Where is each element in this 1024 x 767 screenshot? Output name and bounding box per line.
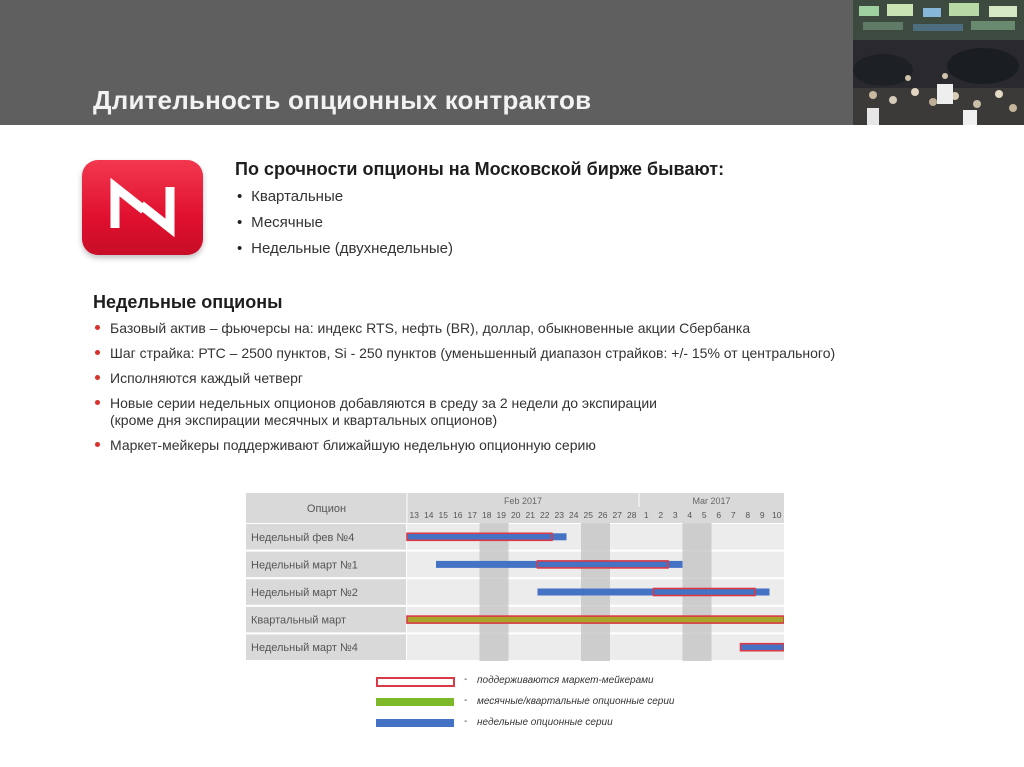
chart-day-label: 17: [467, 510, 477, 520]
chart-day-label: 22: [540, 510, 550, 520]
list-item: [93, 395, 973, 429]
bullet-icon: [95, 375, 100, 380]
legend-text: поддерживаются маркет-мейкерами: [477, 675, 654, 686]
chart-legend: [376, 674, 736, 737]
chart-bar-quarterly-series: [407, 616, 784, 623]
list-item-text: Новые серии недельных опционов добавляются в среду за 2 недели до экспирации: [110, 395, 657, 411]
chart-day-label: 21: [525, 510, 535, 520]
chart-day-label: 9: [759, 510, 765, 520]
chart-day-label: 6: [716, 510, 722, 520]
chart-day-label: 19: [496, 510, 506, 520]
list-item: [237, 239, 453, 265]
list-item-text: Базовый актив – фьючерсы на: индекс RTS, нефть (BR), доллар, обыкновенные акции Сбербанка: [110, 320, 751, 336]
chart-row-label: Недельный фев №4: [251, 531, 355, 544]
list-item-text: Маркет-мейкеры поддерживают ближайшую недельную опционную серию: [110, 437, 596, 453]
list-item-text: Исполняются каждый четверг: [110, 370, 304, 386]
chart-day-label: 14: [424, 510, 434, 520]
bullet-icon: •: [237, 240, 243, 257]
bullet-icon: •: [237, 188, 243, 205]
chart-day-label: 8: [745, 510, 751, 520]
slide-title: Длительность опционных контрактов: [93, 85, 592, 115]
list-item-text: Месячные: [251, 214, 324, 231]
legend-text: месячные/квартальные опционные серии: [477, 696, 675, 707]
list-item: [93, 370, 973, 387]
chart-day-label: 20: [511, 510, 521, 520]
bullet-icon: •: [237, 214, 243, 231]
chart-day-label: 27: [612, 510, 622, 520]
chart-day-label: 18: [482, 510, 492, 520]
chart-day-label: 3: [672, 510, 678, 520]
chart-day-label: 7: [730, 510, 736, 520]
chart-month-label: Mar 2017: [692, 496, 731, 506]
chart-day-label: 23: [554, 510, 564, 520]
chart-day-label: 13: [409, 510, 419, 520]
list-item: [237, 213, 453, 239]
chart-row-label: Квартальный март: [251, 614, 347, 627]
bullet-icon: [95, 325, 100, 330]
legend-item-quarterly: [376, 695, 736, 716]
list-item: [237, 187, 453, 213]
intro-list: [237, 187, 453, 265]
chart-day-label: 1: [643, 510, 649, 520]
list-item-text: Квартальные: [251, 188, 344, 205]
list-item: [93, 437, 973, 454]
chart-bar-weekly-series: [741, 644, 785, 651]
list-item-text: Недельные (двухнедельные): [251, 240, 454, 257]
chart-bar-weekly-series: [436, 561, 683, 568]
legend-swatch-blue: [376, 719, 454, 727]
chart-day-label: 4: [687, 510, 693, 520]
legend-dash: -: [464, 674, 468, 685]
chart-row-label: Недельный март №2: [251, 587, 358, 599]
bullet-icon: [95, 350, 100, 355]
chart-weekend-band: [494, 523, 509, 661]
chart-day-label: 24: [569, 510, 579, 520]
intro-heading: По срочности опционы на Московской бирже бывают:: [235, 159, 725, 179]
legend-dash: -: [464, 695, 468, 706]
list-item-text: Шаг страйка: РТС – 2500 пунктов, Si - 250 пунктов (уменьшенный диапазон страйков: +/- 15% от центрального): [110, 345, 836, 361]
chart-day-label: 10: [772, 510, 782, 520]
chart-day-label: 5: [701, 510, 707, 520]
legend-item-market-maker: [376, 674, 736, 695]
chart-row-label: Недельный март №1: [251, 559, 358, 572]
chart-day-label: 25: [583, 510, 593, 520]
legend-item-weekly: [376, 716, 736, 737]
chart-month-label: Feb 2017: [503, 496, 543, 506]
list-item: [93, 345, 973, 362]
weekly-list: [93, 320, 973, 462]
chart-row-label: Недельный март №4: [251, 642, 358, 655]
legend-swatch-green: [376, 698, 454, 706]
moex-logo: [82, 160, 203, 255]
chart-day-label: 2: [658, 510, 664, 520]
chart-day-label: 28: [627, 510, 637, 520]
weekly-heading: Недельные опционы: [93, 292, 283, 312]
chart-day-label: 15: [438, 510, 448, 520]
bullet-icon: [95, 442, 100, 447]
list-item-subtext: (кроме дня экспирации месячных и квартальных опционов): [110, 412, 498, 428]
chart-day-label: 26: [598, 510, 608, 520]
trading-floor-photo: [853, 0, 1024, 125]
legend-text: недельные опционные серии: [477, 717, 613, 728]
chart-day-label: 16: [453, 510, 463, 520]
legend-swatch-red: [376, 677, 455, 687]
expiry-gantt-chart: [246, 493, 784, 663]
chart-bar-weekly-series: [407, 533, 567, 540]
chart-weekend-band: [480, 523, 495, 661]
legend-dash: -: [464, 716, 468, 727]
chart-row-header: Опцион: [306, 503, 347, 515]
bullet-icon: [95, 400, 100, 405]
list-item: [93, 320, 973, 337]
